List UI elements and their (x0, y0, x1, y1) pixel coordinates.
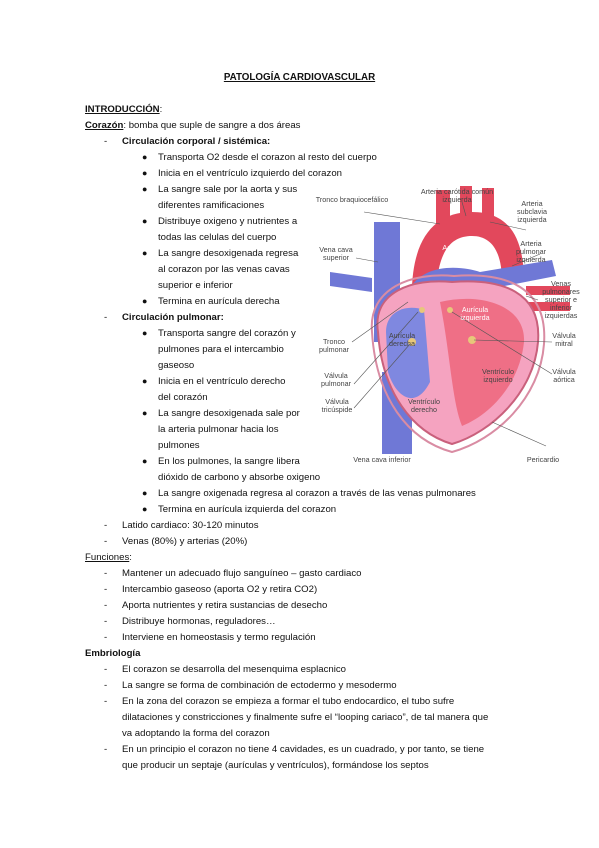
bullet-dot: ● (142, 248, 148, 258)
pulm-line: pulmones (158, 440, 200, 451)
dash-bullet: - (104, 584, 108, 595)
pulm-line: La sangre oxigenada regresa al corazon a través de las venas pulmonares (158, 488, 476, 499)
embrio-line: dilataciones y constricciones y finalmente sufre el “looping cariaco”, de tal manera que (122, 712, 489, 723)
sist-line: Termina en aurícula derecha (158, 296, 280, 307)
page-title: PATOLOGÍA CARDIOVASCULAR (223, 72, 376, 83)
pulm-line: Termina en aurícula izquierda del corazon (158, 504, 337, 515)
label-valvula-pulmonar: Válvula pulmonar (321, 371, 351, 388)
pulm-colon: : (220, 312, 224, 323)
pulm-heading (122, 312, 224, 324)
label-auricula-derecha: Aurícula derecha (388, 331, 416, 348)
embrio-line: que producir un septaje (aurículas y ventrículos), formándose los septos (122, 760, 429, 771)
dash-bullet: - (104, 600, 108, 611)
sist-line: todas las celulas del cuerpo (158, 232, 277, 243)
pulm-line: del corazón (158, 392, 208, 403)
bullet-dot: ● (142, 456, 148, 466)
sist-colon: : (267, 136, 271, 147)
label-valvula-aortica: Válvula aórtica (552, 367, 576, 384)
dash-bullet: - (104, 696, 108, 707)
label-tronco-braquiocefalico: Tronco braquiocefálico (315, 195, 389, 204)
intro-heading (85, 104, 162, 116)
funciones-item: Intercambio gaseoso (aporta O2 y retira CO2) (122, 584, 318, 595)
dash-bullet: - (104, 680, 108, 691)
embrio-heading: Embriología (85, 648, 141, 659)
bullet-dot: ● (142, 296, 148, 306)
label-valvula-tricuspide: Válvula tricúspide (321, 397, 353, 414)
extra-line: Latido cardiaco: 30-120 minutos (122, 520, 259, 531)
sist-line: diferentes ramificaciones (158, 200, 265, 211)
dash-bullet: - (104, 664, 108, 675)
pulm-line: Inicia en el ventrículo derecho (158, 376, 286, 387)
label-valvula-mitral: Válvula mitral (552, 331, 576, 348)
dash-bullet: - (104, 568, 108, 579)
label-ventriculo-derecho: Ventrículo derecho (408, 397, 440, 414)
extra-line: Venas (80%) y arterias (20%) (122, 536, 248, 547)
embrio-line: En un principio el corazon no tiene 4 cavidades, es un cuadrado, y por tanto, se tiene (122, 744, 485, 755)
pulm-line: pulmones para el intercambio (158, 344, 284, 355)
bullet-dot: ● (142, 216, 148, 226)
embrio-line: va adoptando la forma del corazon (122, 728, 270, 739)
dash-bullet: - (104, 616, 108, 627)
dash-bullet: - (104, 632, 108, 643)
right-pulmonary-artery (330, 272, 372, 292)
sist-heading-text: Circulación corporal / sistémica (122, 136, 268, 147)
label-venas-pulmonares: Venas pulmonares superior e inferior izquierdas (542, 279, 580, 320)
funciones-item: Interviene en homeostasis y termo regulación (122, 632, 316, 643)
embrio-line: En la zona del corazon se empieza a formar el tubo endocardico, el tubo sufre (122, 696, 455, 707)
label-vena-cava-superior: Vena cava superior (319, 245, 353, 262)
pulm-line: Transporta sangre del corazón y (158, 328, 296, 339)
bullet-dot: ● (142, 376, 148, 386)
pulm-line: En los pulmones, la sangre libera (158, 456, 300, 467)
sist-line: Inicia en el ventrículo izquierdo del corazon (158, 168, 342, 179)
embrio-line: El corazon se desarrolla del mesenquima esplacnico (122, 664, 346, 675)
sist-line: La sangre sale por la aorta y sus (158, 184, 298, 195)
sist-line: Distribuye oxigeno y nutrientes a (158, 216, 298, 227)
bullet-dot: ● (142, 168, 148, 178)
sist-line: superior e inferior (158, 280, 233, 291)
intro-colon: : (159, 104, 163, 115)
heart-illustration (312, 182, 586, 472)
label-auricula-izquierda: Aurícula izquierda (460, 305, 490, 322)
bullet-dot: ● (142, 408, 148, 418)
dash-bullet: - (104, 312, 108, 323)
label-arteria-carotida: Arteria carótida común izquierda (420, 187, 494, 204)
funciones-colon: : (129, 552, 132, 563)
bullet-dot: ● (142, 152, 148, 162)
label-vena-cava-inferior: Vena cava inferior (353, 455, 411, 464)
funciones-item: Mantener un adecuado flujo sanguíneo – gasto cardiaco (122, 568, 362, 579)
bullet-dot: ● (142, 184, 148, 194)
sist-line: Transporta O2 desde el corazon al resto del cuerpo (158, 152, 377, 163)
intro-heading-text: INTRODUCCIÓN (85, 104, 160, 115)
funciones-item: Aporta nutrientes y retira sustancias de desecho (122, 600, 328, 611)
corazon-term: Corazón (85, 120, 124, 131)
bullet-dot: ● (142, 504, 148, 514)
bullet-dot: ● (142, 488, 148, 498)
corazon-definition: : bomba que suple de sangre a dos áreas (123, 120, 301, 131)
label-arteria-pulmonar-izquierda: Arteria pulmonar izquierda (516, 239, 546, 264)
sist-heading (122, 136, 270, 148)
pulm-line: la arteria pulmonar hacia los (158, 424, 279, 435)
pulm-heading-text: Circulación pulmonar (122, 312, 221, 323)
corazon-def (85, 120, 300, 132)
funciones-heading (85, 552, 132, 564)
funciones-item: Distribuye hormonas, reguladores… (122, 616, 276, 627)
label-pericardio: Pericardio (526, 455, 560, 464)
label-arteria-subclavia: Arteria subclavia izquierda (517, 199, 547, 224)
sist-line: La sangre desoxigenada regresa (158, 248, 299, 259)
pulm-line: dióxido de carbono y absorbe oxigeno (158, 472, 321, 483)
pulmonary-valve-mark (419, 307, 425, 313)
funciones-heading-text: Funciones (85, 552, 130, 563)
pulm-line: gaseoso (158, 360, 195, 371)
label-tronco-pulmonar: Tronco pulmonar (319, 337, 349, 354)
dash-bullet: - (104, 744, 108, 755)
dash-bullet: - (104, 520, 108, 531)
pulm-line: La sangre desoxigenada sale por (158, 408, 300, 419)
dash-bullet: - (104, 136, 108, 147)
bullet-dot: ● (142, 328, 148, 338)
label-ventriculo-izquierdo: Ventrículo izquierdo (482, 367, 514, 384)
dash-bullet: - (104, 536, 108, 547)
embrio-line: La sangre se forma de combinación de ectodermo y mesodermo (122, 680, 397, 691)
heart-diagram (312, 182, 586, 472)
label-aorta: Aorta (442, 243, 460, 252)
sist-line: al corazon por las venas cavas (158, 264, 290, 275)
